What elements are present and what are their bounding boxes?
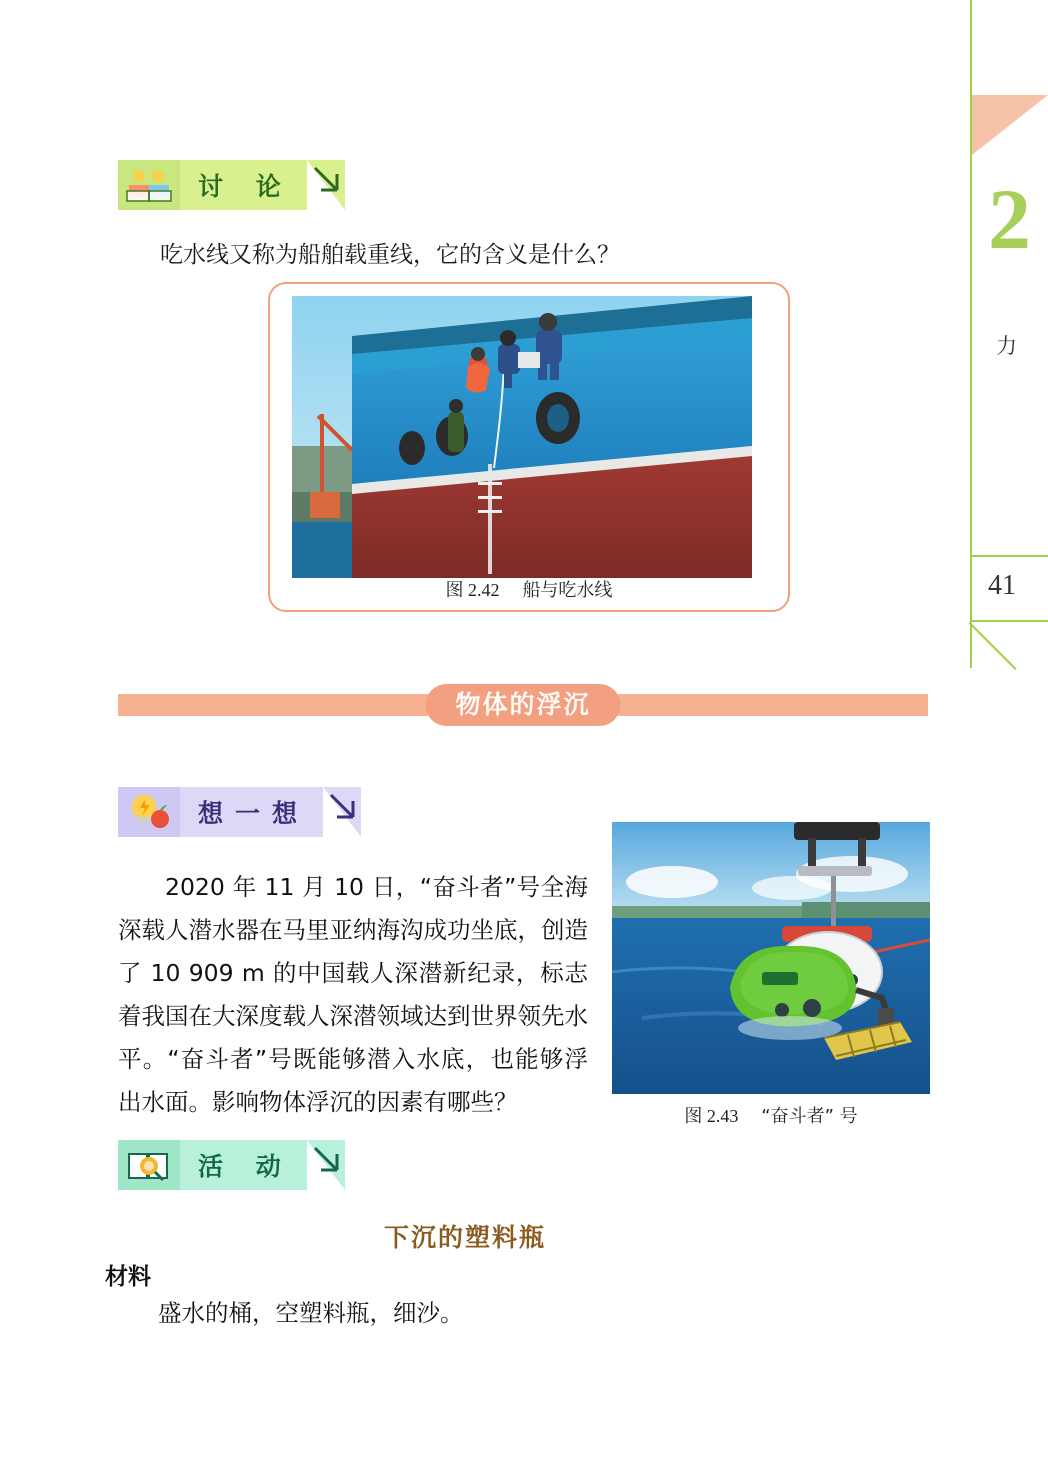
discuss-label-band	[180, 160, 307, 210]
chapter-word: 力	[996, 334, 1017, 358]
figure-2-43-number: 图 2.43	[684, 1106, 739, 1126]
discuss-banner	[118, 160, 345, 210]
activity-banner	[118, 1140, 345, 1190]
discuss-arrow-icon	[307, 160, 345, 210]
submersible-photo	[612, 822, 930, 1094]
discuss-question: 吃水线又称为船舶载重线，它的含义是什么？	[160, 242, 620, 268]
figure-2-42-number: 图 2.42	[445, 580, 500, 600]
figure-2-42-text: 船与吃水线	[522, 580, 613, 601]
section-title-bar	[118, 684, 928, 726]
discuss-label: 讨 论	[198, 172, 293, 201]
chapter-number: 2	[988, 171, 1031, 267]
activity-arrow-icon	[307, 1140, 345, 1190]
rail-separator-top	[972, 555, 1048, 557]
think-paragraph: 2020 年 11 月 10 日，“奋斗者”号全海深载人潜水器在马里亚纳海沟成功坐底，创造了 10 909 m 的中国载人深潜新纪录，标志着我国在大深度载人深潜领域达到世界领先水平。“奋斗者”号既能够潜入水底，也能够浮出水面。影响物体浮沉的因素有哪些？	[118, 873, 588, 1116]
activity-label-band	[180, 1140, 307, 1190]
figure-2-43-caption	[612, 1102, 930, 1128]
think-arrow-icon	[323, 787, 361, 837]
lightbulb-apple-icon	[118, 787, 180, 837]
page-number: 41	[988, 570, 1016, 601]
think-label: 想一想	[198, 799, 310, 828]
think-label-band	[180, 787, 323, 837]
figure-2-43	[612, 822, 930, 1127]
material-text: 盛水的桶，空塑料瓶，细沙。	[158, 1299, 464, 1327]
material-label: 材料	[105, 1264, 151, 1290]
section-title: 物体的浮沉	[425, 684, 620, 726]
think-banner	[118, 787, 361, 837]
ship-waterline-photo	[292, 296, 752, 578]
section-bar-left	[118, 694, 428, 716]
activity-label: 活 动	[198, 1152, 293, 1181]
figure-2-42-caption	[270, 576, 788, 602]
rail-diagonal-line	[969, 622, 1017, 670]
rail-separator-bottom	[972, 620, 1048, 622]
open-book-icon	[118, 1140, 180, 1190]
figure-2-42	[268, 282, 790, 612]
activity-title: 下沉的塑料瓶	[383, 1223, 546, 1252]
rail-corner-decoration	[972, 95, 1048, 155]
two-students-reading-icon	[118, 160, 180, 210]
figure-2-43-text: “奋斗者” 号	[761, 1106, 858, 1127]
section-bar-right	[618, 694, 928, 716]
page-side-rail	[970, 0, 1048, 668]
